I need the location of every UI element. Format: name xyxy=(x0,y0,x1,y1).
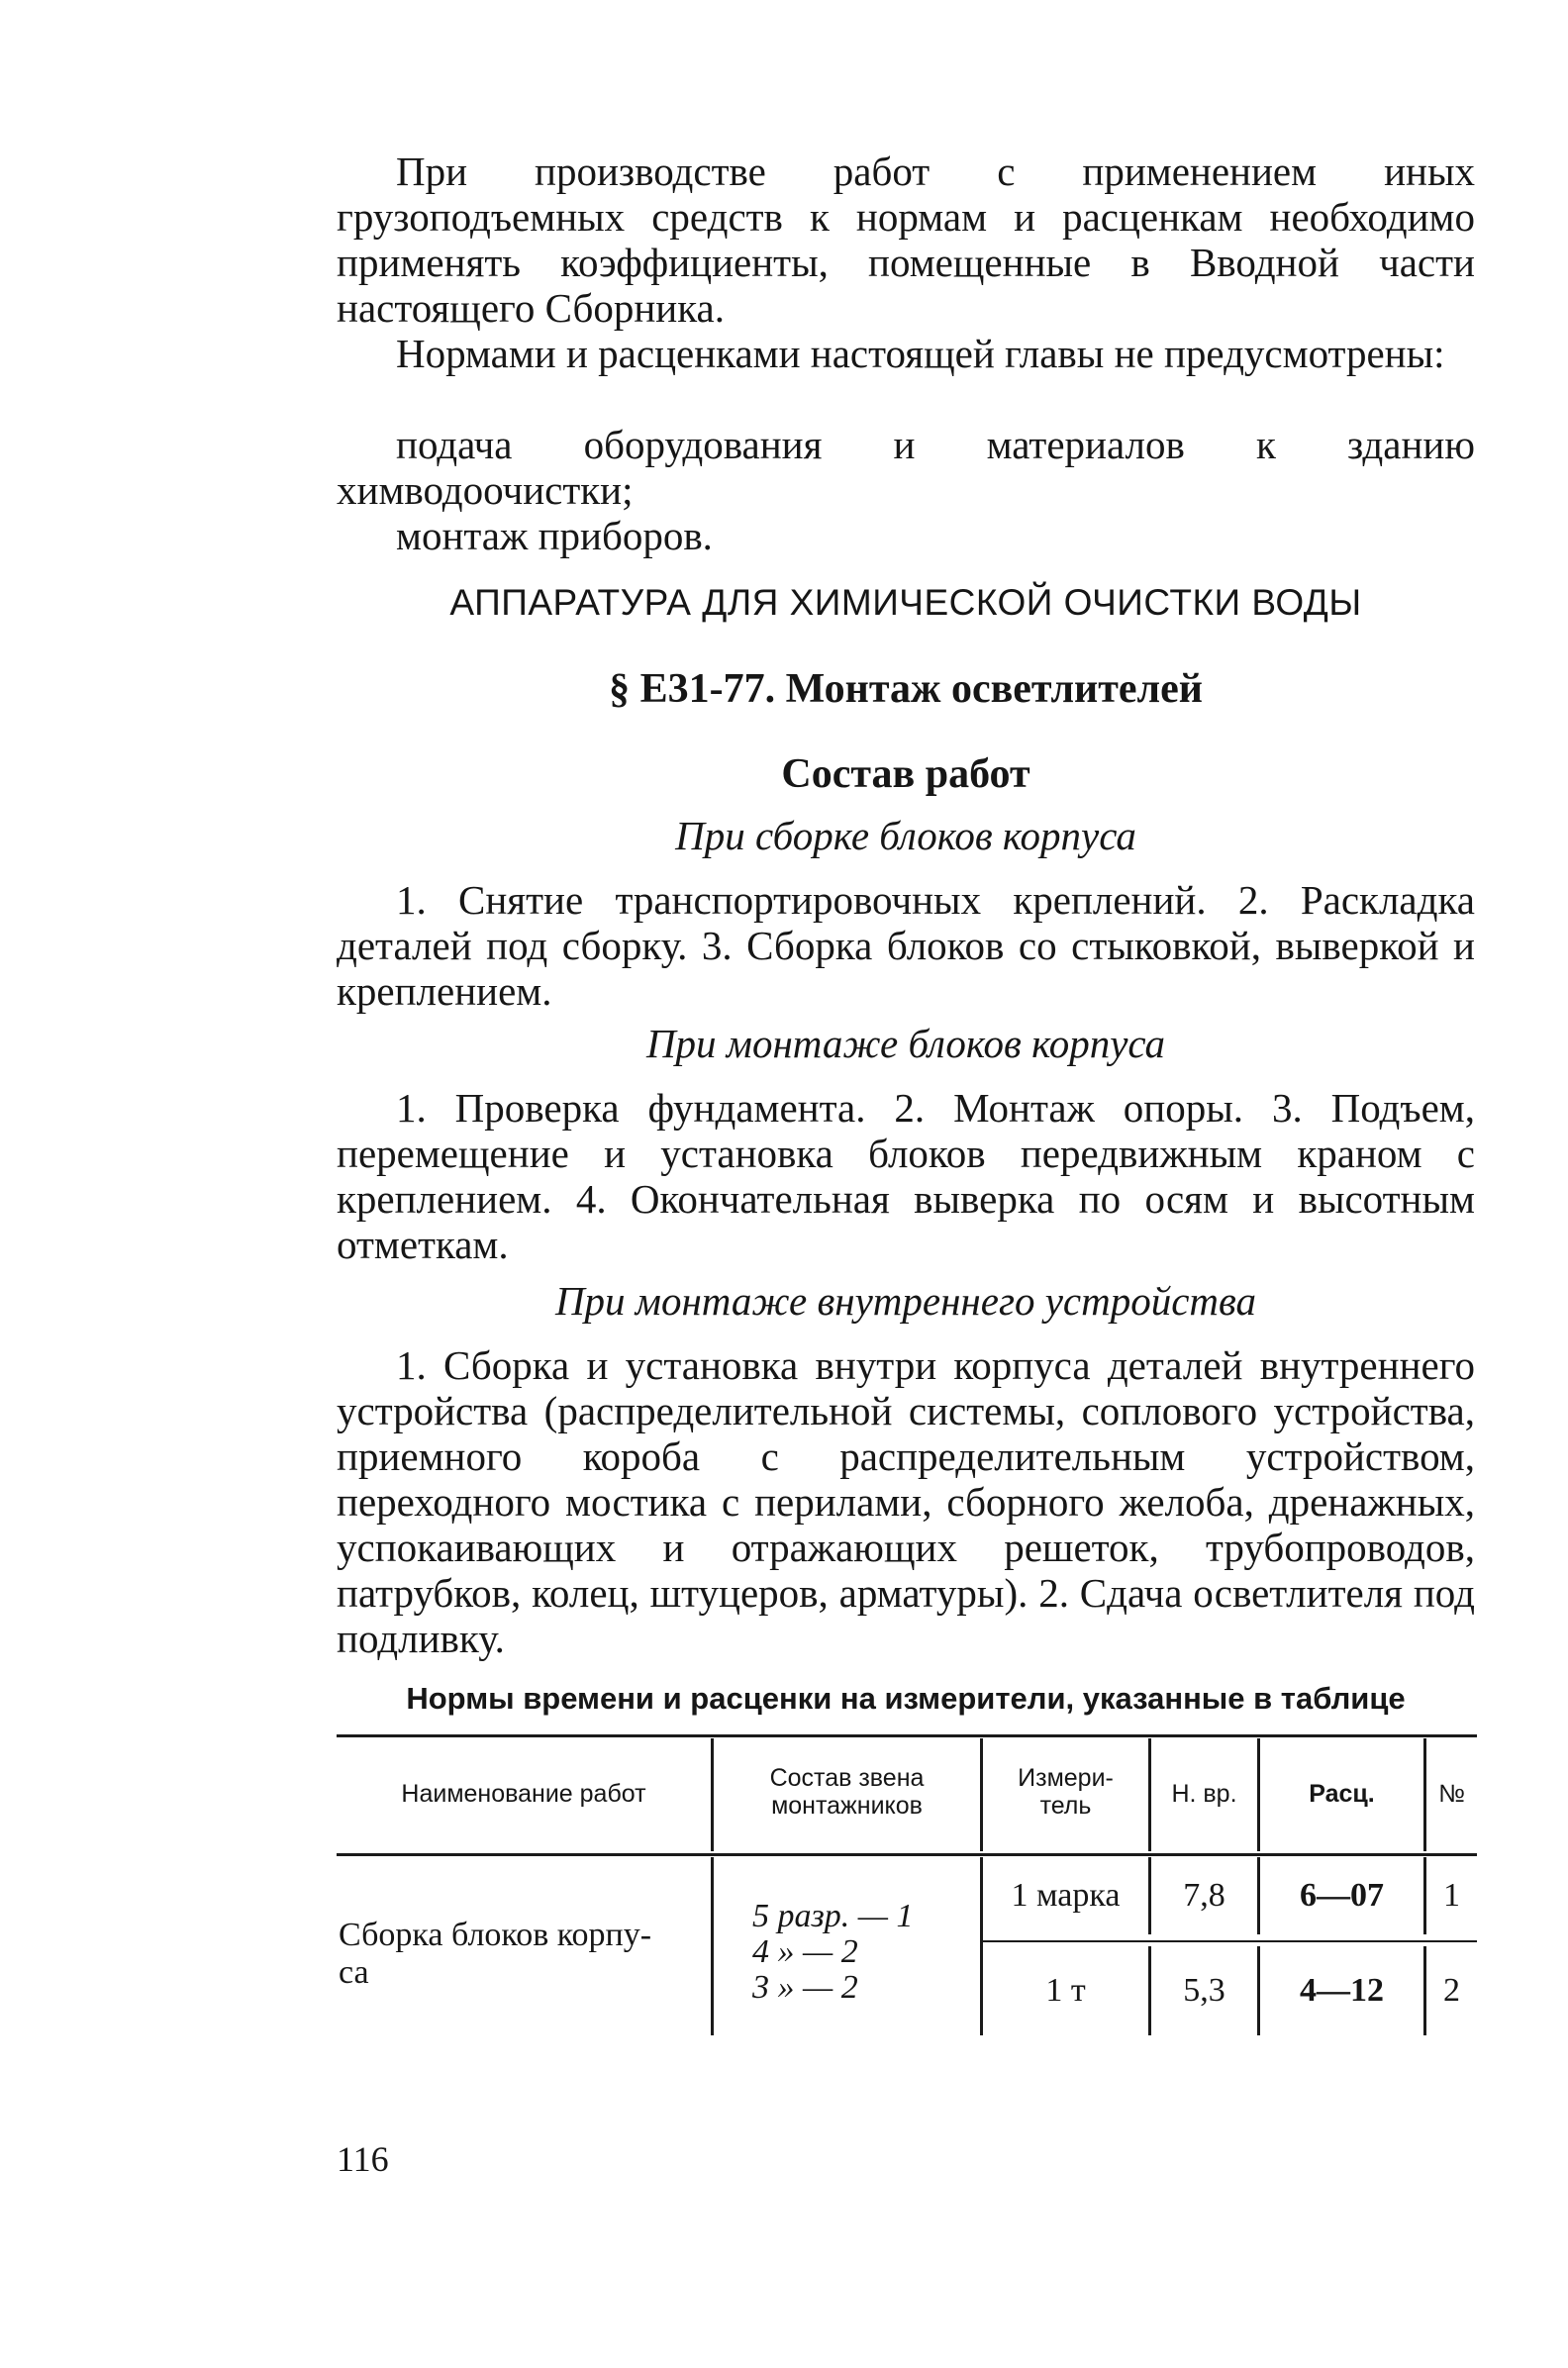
composition-subtitle-3: При монтаже внутреннего устройства xyxy=(554,1278,1257,1324)
row-2-unit: 1 т xyxy=(1045,1972,1086,2009)
crew-grade-3: 3 » — 2 xyxy=(752,1969,858,2006)
intro-paragraph-1: При производстве работ с применением иных грузоподъемных средств к нормам и расценкам необходимо применять коэффициенты, помещенные в Вводной части настоящего Сборника. xyxy=(337,148,1475,331)
work-name-line-1: Сборка блоков корпу- xyxy=(339,1917,652,1953)
row-2-time: 5,3 xyxy=(1183,1972,1225,2009)
header-rate: Расц. xyxy=(1309,1780,1375,1808)
row-1-rate: 6—07 xyxy=(1300,1877,1384,1914)
header-crew-line-1: Состав звена xyxy=(769,1764,925,1792)
row-1-number: 1 xyxy=(1443,1877,1460,1914)
intro-paragraph-2: Нормами и расценками настоящей главы не предусмотрены: xyxy=(396,331,1445,376)
paragraph-title: § Е31-77. Монтаж осветлителей xyxy=(609,666,1203,712)
row-1-unit: 1 марка xyxy=(1011,1877,1121,1914)
composition-subtitle-2: При монтаже блоков корпуса xyxy=(645,1021,1166,1066)
crew-grade-5: 5 разр. — 1 xyxy=(752,1898,914,1934)
composition-subtitle-1: При сборке блоков корпуса xyxy=(675,813,1136,858)
header-row-number: № xyxy=(1438,1780,1465,1808)
row-1-time: 7,8 xyxy=(1183,1877,1225,1914)
work-name-line-2: са xyxy=(339,1954,369,1991)
composition-text-2: 1. Проверка фундамента. 2. Монтаж опоры. 3. Подъем, перемещение и установка блоков передвижным краном с креплением. 4. Окончательная выверка по осям и высотным отметкам. xyxy=(337,1085,1475,1267)
header-time-norm: Н. вр. xyxy=(1171,1780,1237,1808)
table-row xyxy=(983,1972,1148,2010)
page-number: 116 xyxy=(337,2139,389,2179)
header-unit-line-2: тель xyxy=(1039,1792,1092,1820)
composition-text-3: 1. Сборка и установка внутри корпуса деталей внутреннего устройства (распределительной системы, соплового устройства, приемного короба с распределительным устройством, переходного мостика с перилами, сборного желоба, дренажных, успокаивающих и отражающих решеток, трубопроводов, патрубков, колец, штуцеров, арматуры). 2. Сдача осветлителя под подливку. xyxy=(337,1342,1475,1661)
crew-grade-4: 4 » — 2 xyxy=(752,1933,858,1970)
header-work-name: Наименование работ xyxy=(401,1780,646,1808)
table-row xyxy=(983,1877,1148,1915)
composition-text-1: 1. Снятие транспортировочных креплений. 2. Раскладка деталей под сборку. 3. Сборка блоков со стыковкой, выверкой и креплением. xyxy=(337,877,1475,1014)
table-header-rule xyxy=(337,1853,1477,1856)
composition-title: Состав работ xyxy=(781,751,1030,797)
header-crew-line-2: монтажников xyxy=(771,1792,923,1820)
section-heading: АППАРАТУРА ДЛЯ ХИМИЧЕСКОЙ ОЧИСТКИ ВОДЫ xyxy=(449,582,1362,623)
header-unit-line-1: Измери- xyxy=(1018,1764,1114,1792)
row-2-number: 2 xyxy=(1443,1972,1460,2009)
table-caption: Нормы времени и расценки на измерители, указанные в таблице xyxy=(406,1681,1406,1716)
intro-list-item-2: монтаж приборов. xyxy=(396,513,713,558)
intro-list-item-1: подача оборудования и материалов к зданию химводоочистки; xyxy=(337,422,1475,513)
table-top-rule xyxy=(337,1734,1477,1737)
row-separator xyxy=(983,1940,1477,1942)
row-2-rate: 4—12 xyxy=(1300,1972,1384,2009)
